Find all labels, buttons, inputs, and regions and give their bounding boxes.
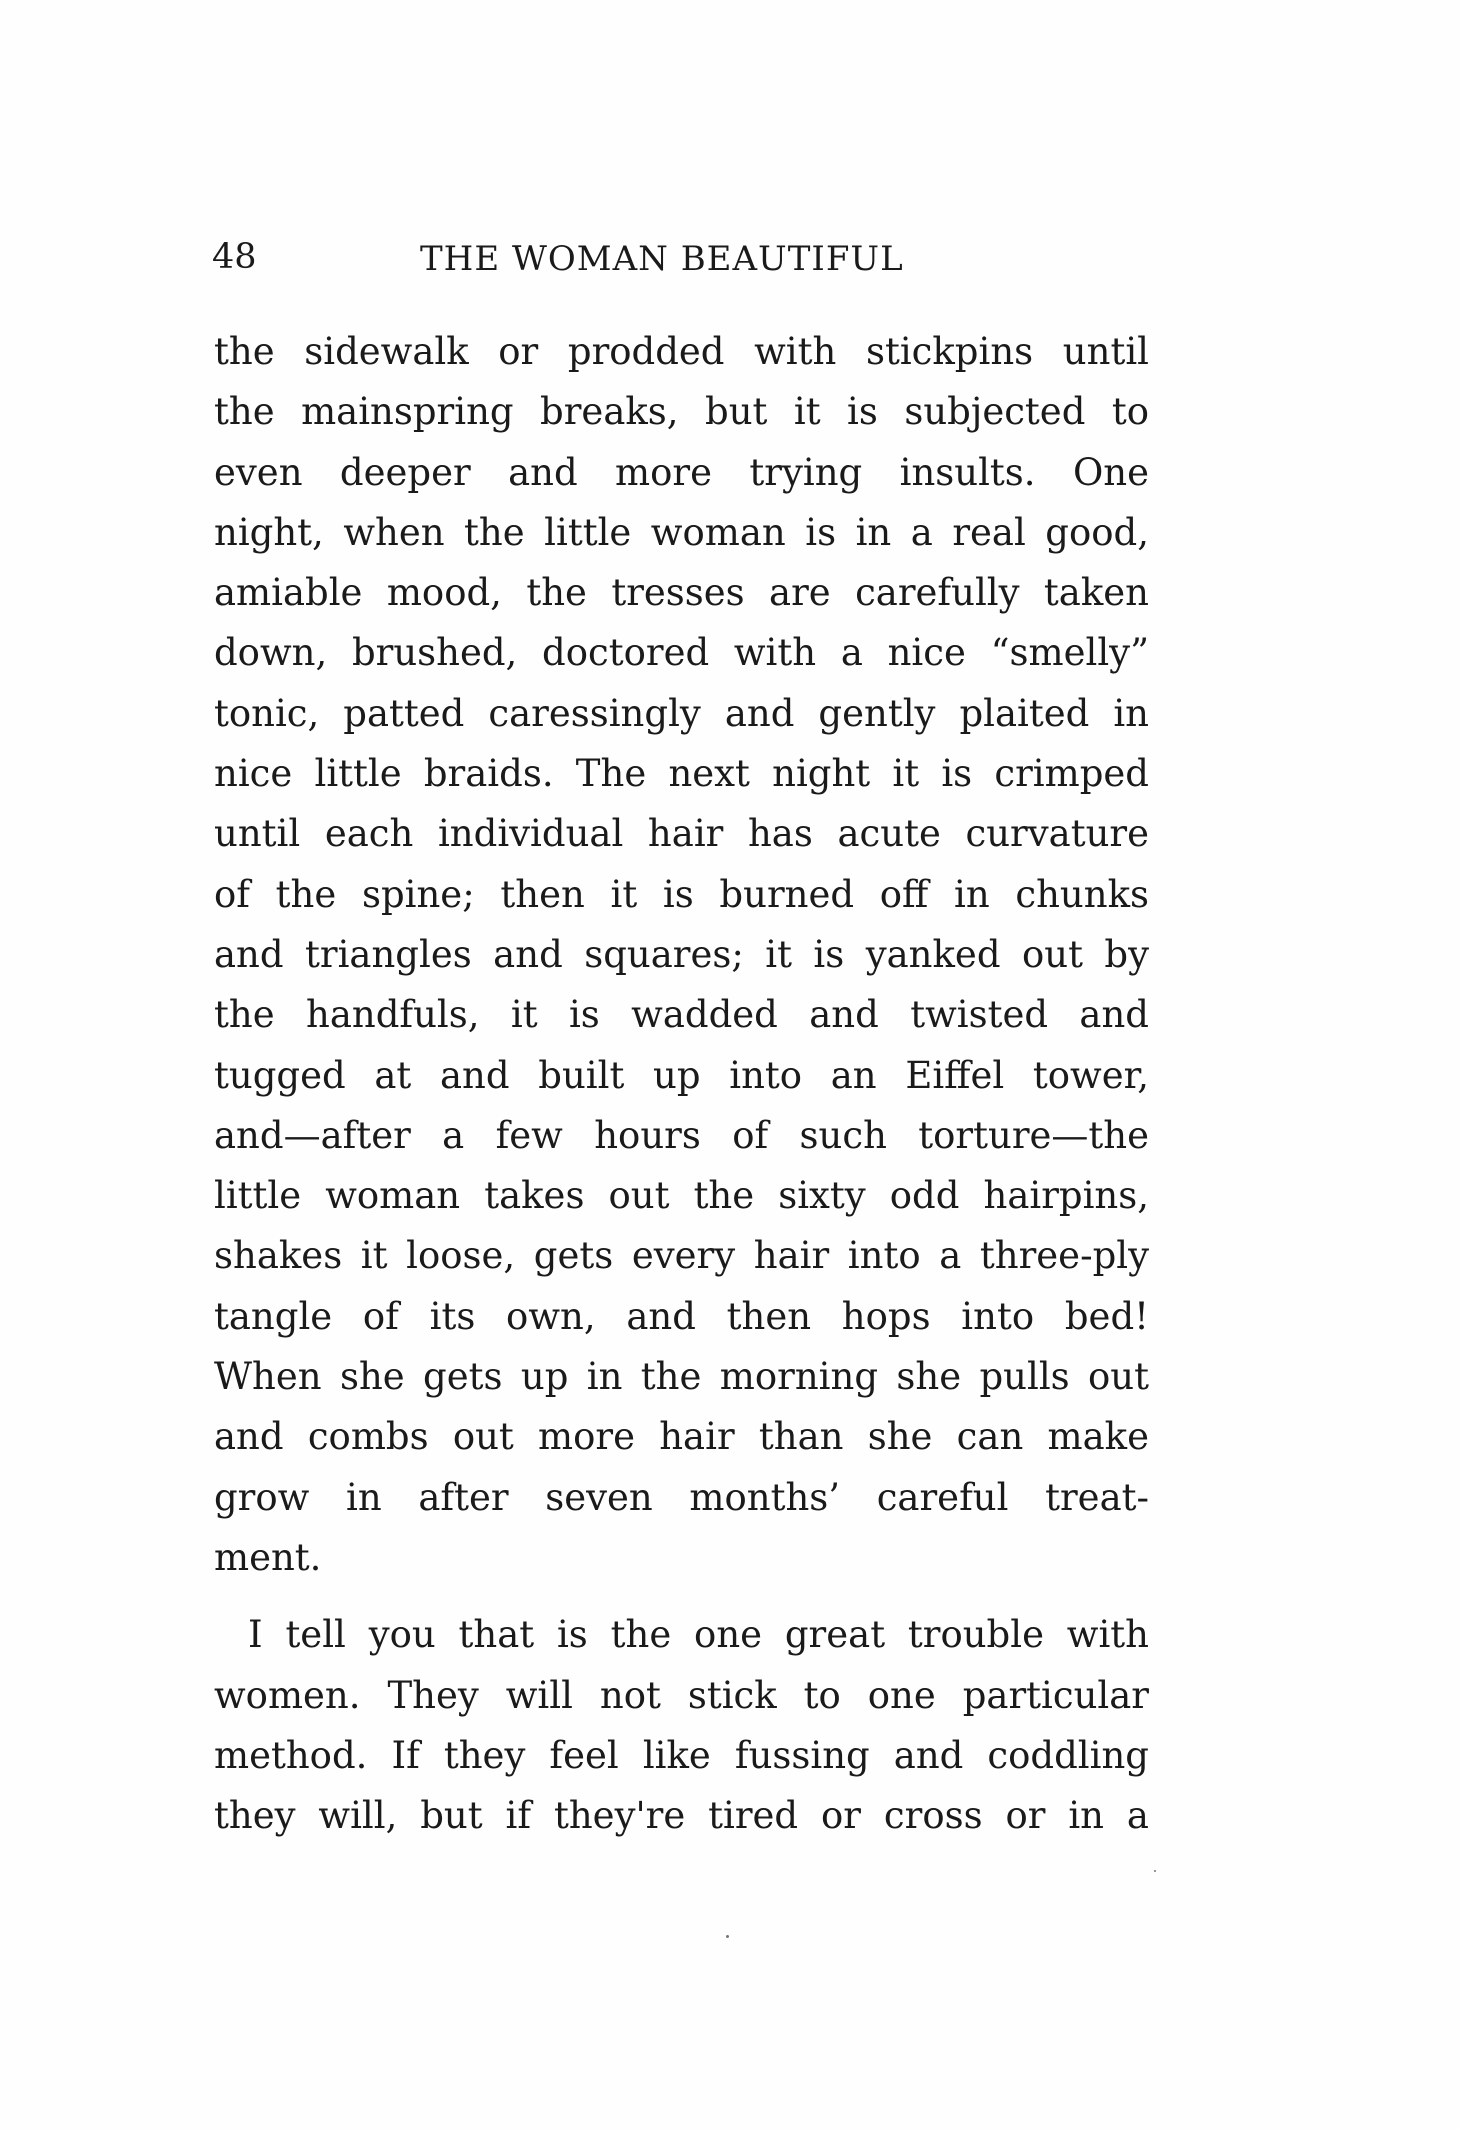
text-line: the mainspring breaks, but it is subjected to (214, 390, 1149, 434)
page-number: 48 (212, 237, 257, 277)
text-line: tangle of its own, and then hops into bed! (214, 1294, 1149, 1338)
text-line: shakes it loose, gets every hair into a three-ply (214, 1234, 1149, 1278)
text-line: they will, but if they're tired or cross or in a (214, 1794, 1149, 1838)
text-line: method. If they feel like fussing and coddling (214, 1733, 1149, 1777)
text-line: and triangles and squares; it is yanked out by (214, 932, 1149, 976)
page-header (212, 233, 1172, 293)
paragraph (214, 1605, 1149, 1846)
text-line: tonic, patted caressingly and gently plaited in (214, 691, 1149, 735)
text-line: When she gets up in the morning she pulls out (214, 1355, 1149, 1399)
text-line: ment. (214, 1535, 322, 1579)
text-line: I tell you that is the one great trouble with (248, 1613, 1149, 1657)
text-line: even deeper and more trying insults. One (214, 450, 1149, 494)
text-line: the sidewalk or prodded with stickpins until (214, 330, 1149, 373)
text-line: the handfuls, it is wadded and twisted and (214, 993, 1149, 1037)
text-line: until each individual hair has acute curvature (214, 812, 1149, 856)
text-line: tugged at and built up into an Eiffel tower, (214, 1053, 1149, 1097)
paper-speck (1154, 1870, 1156, 1872)
paragraph-gap (214, 1588, 1149, 1605)
body-text (214, 322, 1149, 1846)
text-line: women. They will not stick to one particular (214, 1673, 1149, 1717)
text-line: little woman takes out the sixty odd hairpins, (214, 1174, 1149, 1218)
text-line: and—after a few hours of such torture—the (214, 1113, 1149, 1157)
text-line: night, when the little woman is in a real good, (214, 510, 1149, 554)
text-line: nice little braids. The next night it is crimped (214, 752, 1149, 796)
text-line: grow in after seven months’ careful treat- (214, 1475, 1149, 1519)
running-head: THE WOMAN BEAUTIFUL (420, 239, 904, 279)
paragraph (214, 322, 1149, 1588)
text-line: down, brushed, doctored with a nice “smelly” (214, 631, 1149, 675)
text-line: and combs out more hair than she can make (214, 1415, 1149, 1459)
paper-speck (726, 1935, 729, 1938)
text-line: amiable mood, the tresses are carefully taken (214, 571, 1149, 615)
text-line: of the spine; then it is burned off in chunks (214, 872, 1149, 916)
